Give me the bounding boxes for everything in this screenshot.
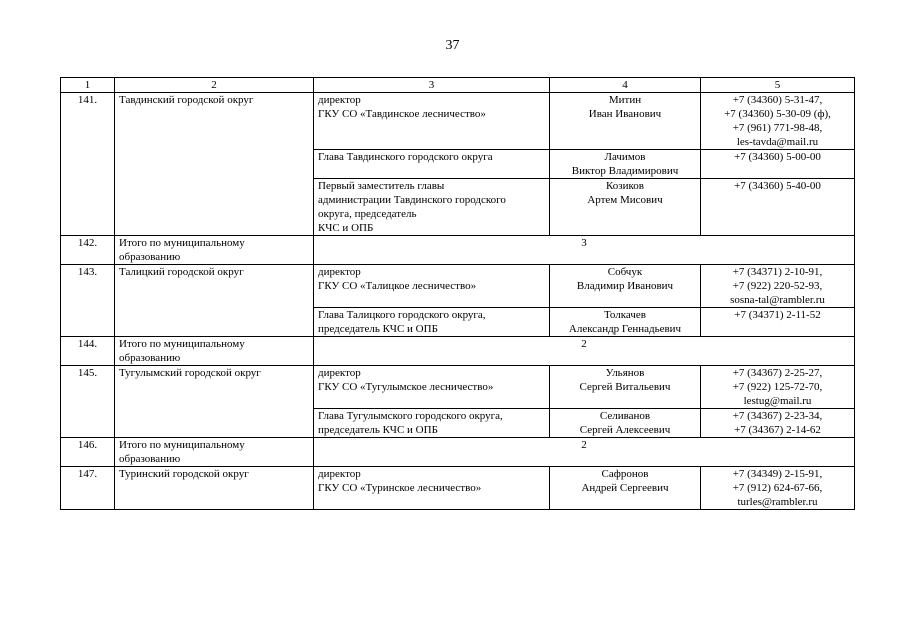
contacts-cell-line: les-tavda@mail.ru — [736, 136, 819, 148]
contacts-cell-line: +7 (34371) 2-11-52 — [734, 309, 821, 321]
total-label-cell — [115, 236, 314, 265]
total-label-cell — [115, 438, 314, 467]
total-row — [61, 236, 855, 265]
person-cell-line: Митин — [608, 94, 642, 106]
contacts-cell — [701, 308, 855, 337]
total-value: 2 — [314, 438, 855, 467]
contacts-cell — [701, 93, 855, 150]
contacts-cell-line: +7 (34360) 5-30-09 (ф), — [724, 108, 831, 120]
contacts-cell-line: +7 (34367) 2-23-34, — [732, 410, 823, 422]
position-cell-line: Глава Талицкого городского округа, — [318, 309, 486, 321]
person-cell — [550, 265, 701, 308]
district-name: Талицкий городской округ — [115, 265, 314, 337]
total-value: 2 — [314, 337, 855, 366]
contacts-cell-line: +7 (34349) 2-15-91, — [732, 468, 823, 480]
position-cell — [314, 467, 550, 510]
total-label-cell-line: образованию — [119, 453, 181, 465]
person-cell-line: Виктор Владимирович — [571, 165, 679, 177]
contacts-cell-line: +7 (922) 125-72-70, — [732, 381, 823, 393]
position-cell — [314, 308, 550, 337]
contacts-table — [60, 77, 855, 510]
position-cell-line: КЧС и ОПБ — [318, 222, 374, 234]
table-row — [61, 93, 855, 150]
contacts-cell — [701, 179, 855, 236]
position-cell — [314, 179, 550, 236]
position-cell-line: Первый заместитель главы — [318, 180, 445, 192]
total-row — [61, 438, 855, 467]
position-cell-line: председатель КЧС и ОПБ — [318, 323, 438, 335]
position-cell — [314, 93, 550, 150]
person-cell-line: Собчук — [607, 266, 643, 278]
contacts-cell-line: sosna-tal@rambler.ru — [730, 294, 825, 306]
position-cell-line: Глава Тавдинского городского округа — [318, 151, 493, 163]
person-cell-line: Толкачев — [604, 309, 646, 321]
header-cell: 3 — [314, 78, 550, 93]
page-number: 37 — [445, 38, 460, 53]
total-label-cell — [115, 337, 314, 366]
position-cell-line: председатель КЧС и ОПБ — [318, 424, 438, 436]
district-name: Тавдинский городской округ — [115, 93, 314, 236]
person-cell — [550, 93, 701, 150]
total-label-cell-line: Итого по муниципальному — [119, 439, 245, 451]
person-cell — [550, 467, 701, 510]
contacts-cell — [701, 366, 855, 409]
district-name: Туринский городской округ — [115, 467, 314, 510]
row-number: 143. — [61, 265, 115, 337]
contacts-cell-line: +7 (922) 220-52-93, — [732, 280, 823, 292]
position-cell-line: директор — [318, 266, 361, 278]
contacts-cell-line: +7 (34371) 2-10-91, — [732, 266, 823, 278]
contacts-cell-line: +7 (961) 771-98-48, — [732, 122, 823, 134]
row-number: 145. — [61, 366, 115, 438]
position-cell-line: округа, председатель — [318, 208, 417, 220]
row-number: 144. — [61, 337, 115, 366]
total-row — [61, 337, 855, 366]
person-cell-line: Андрей Сергеевич — [581, 482, 669, 494]
position-cell — [314, 265, 550, 308]
position-cell-line: ГКУ СО «Туринское лесничество» — [318, 482, 482, 494]
contacts-cell — [701, 150, 855, 179]
person-cell-line: Сергей Витальевич — [579, 381, 671, 393]
contacts-cell-line: lestug@mail.ru — [743, 395, 812, 407]
contacts-cell-line: +7 (34360) 5-00-00 — [734, 151, 821, 163]
table-body — [61, 93, 855, 510]
person-cell-line: Сафронов — [601, 468, 649, 480]
contacts-cell-line: +7 (34360) 5-31-47, — [732, 94, 823, 106]
table-row — [61, 467, 855, 510]
position-cell-line: директор — [318, 468, 361, 480]
position-cell — [314, 409, 550, 438]
person-cell-line: Ульянов — [605, 367, 645, 379]
person-cell — [550, 366, 701, 409]
position-cell — [314, 366, 550, 409]
contacts-cell-line: +7 (912) 624-67-66, — [732, 482, 823, 494]
position-cell-line: Глава Тугулымского городского округа, — [318, 410, 503, 422]
position-cell-line: директор — [318, 367, 361, 379]
person-cell-line: Сергей Алексеевич — [579, 424, 671, 436]
row-number: 146. — [61, 438, 115, 467]
total-label-cell-line: образованию — [119, 352, 181, 364]
total-label-cell-line: Итого по муниципальному — [119, 338, 245, 350]
contacts-cell-line: +7 (34367) 2-14-62 — [734, 424, 821, 436]
district-name: Тугулымский городской округ — [115, 366, 314, 438]
contacts-cell-line: turles@rambler.ru — [737, 496, 818, 508]
total-label-cell-line: Итого по муниципальному — [119, 237, 245, 249]
row-number: 142. — [61, 236, 115, 265]
table-row — [61, 265, 855, 308]
person-cell-line: Лачимов — [604, 151, 646, 163]
total-value: 3 — [314, 236, 855, 265]
contacts-cell — [701, 265, 855, 308]
header-cell: 4 — [550, 78, 701, 93]
person-cell-line: Владимир Иванович — [576, 280, 674, 292]
person-cell-line: Александр Геннадьевич — [568, 323, 682, 335]
row-number: 141. — [61, 93, 115, 236]
position-cell-line: ГКУ СО «Тугулымское лесничество» — [318, 381, 494, 393]
header-cell: 1 — [61, 78, 115, 93]
position-cell-line: директор — [318, 94, 361, 106]
position-cell-line: ГКУ СО «Талицкое лесничество» — [318, 280, 477, 292]
person-cell — [550, 409, 701, 438]
position-cell-line: администрации Тавдинского городского — [318, 194, 506, 206]
person-cell-line: Козиков — [605, 180, 644, 192]
header-cell: 2 — [115, 78, 314, 93]
contacts-cell — [701, 409, 855, 438]
person-cell-line: Артем Мисович — [587, 194, 663, 206]
contacts-cell-line: +7 (34367) 2-25-27, — [732, 367, 823, 379]
contacts-cell-line: +7 (34360) 5-40-00 — [734, 180, 821, 192]
position-cell-line: ГКУ СО «Тавдинское лесничество» — [318, 108, 486, 120]
person-cell — [550, 308, 701, 337]
position-cell — [314, 150, 550, 179]
total-label-cell-line: образованию — [119, 251, 181, 263]
header-cell: 5 — [701, 78, 855, 93]
person-cell-line: Иван Иванович — [588, 108, 662, 120]
row-number: 147. — [61, 467, 115, 510]
person-cell-line: Селиванов — [599, 410, 651, 422]
header-row — [61, 78, 855, 93]
person-cell — [550, 179, 701, 236]
contacts-cell — [701, 467, 855, 510]
person-cell — [550, 150, 701, 179]
table-row — [61, 366, 855, 409]
